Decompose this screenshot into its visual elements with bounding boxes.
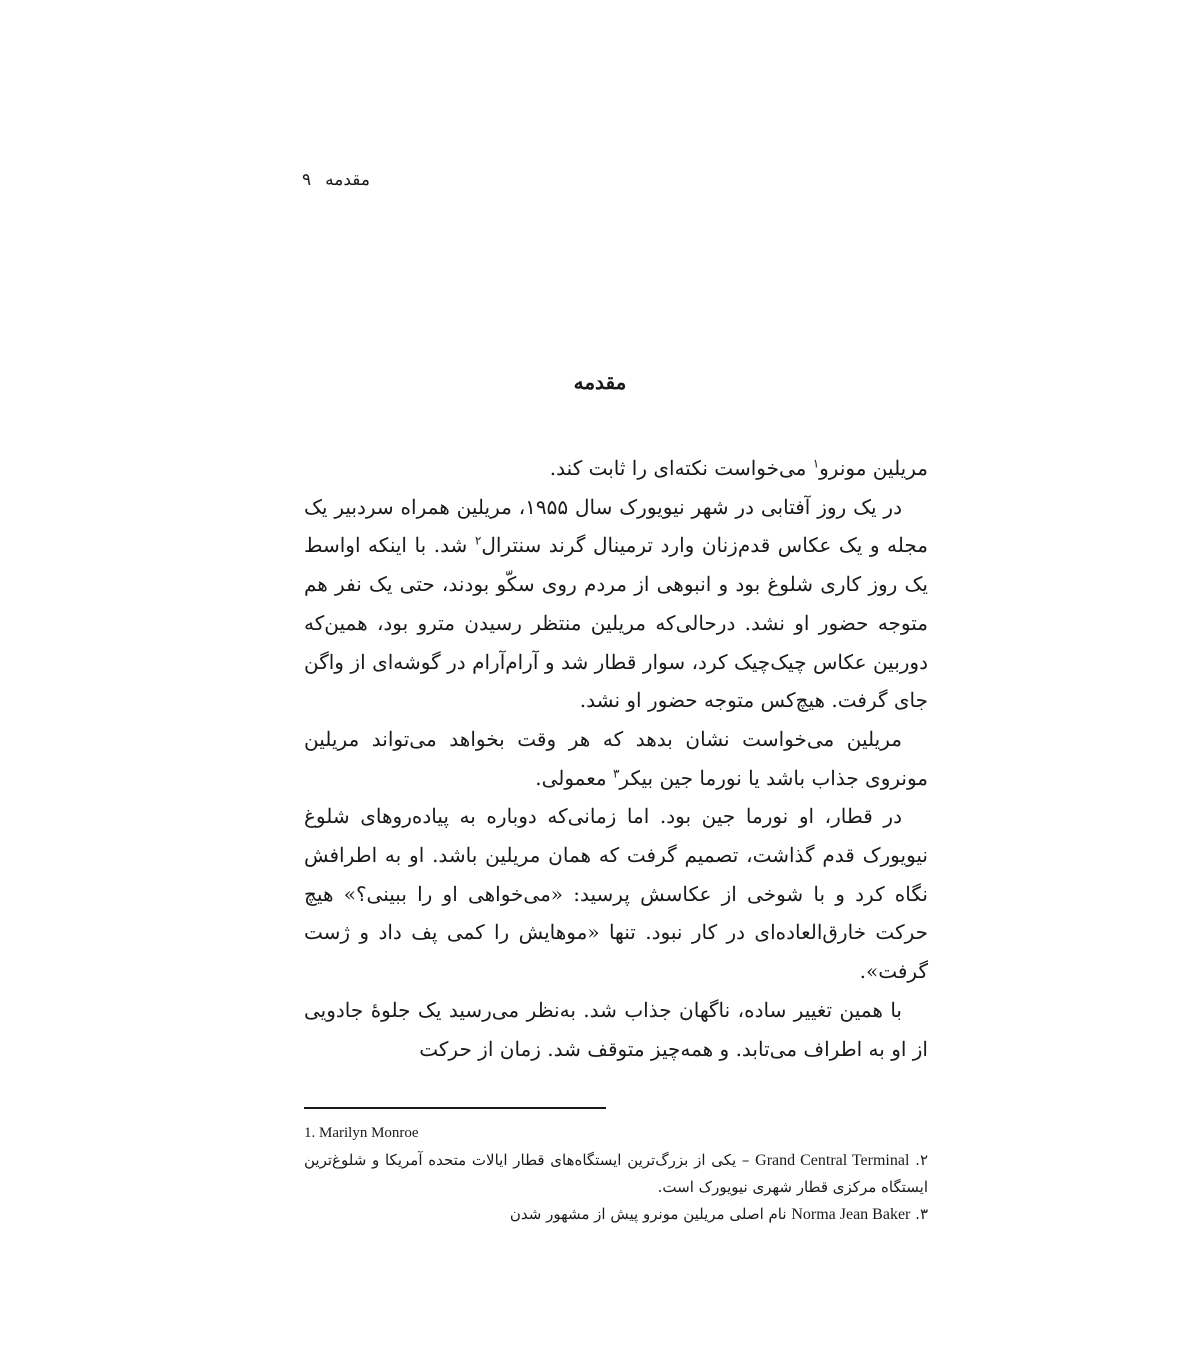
running-header-title: مقدمه — [325, 170, 370, 190]
paragraph-text: می‌خواست نکته‌ای را ثابت کند. — [549, 456, 813, 480]
paragraph-text: مریلین می‌خواست نشان بدهد که هر وقت بخواهد می‌تواند مریلین مونروی جذاب باشد یا نورما جین بیکر — [304, 726, 928, 790]
paragraph-5 — [304, 991, 928, 1068]
running-header — [170, 170, 370, 190]
paragraph-text: در قطار، او نورما جین بود. اما زمانی‌که دوباره به پیاده‌روهای شلوغ نیویورک قدم گذاشت، تصمیم گرفت که همان مریلین باشد. او به اطرافش نگاه کرد و با شوخی از عکاسش پرسید: «می‌خواهی او را ببینی؟» هیچ حرکت خارق‌العاده‌ای در کار نبود. تنها «موهایش را کمی پف داد و ژست گرفت». — [304, 804, 928, 984]
footnote-number: ۳. — [915, 1205, 928, 1223]
body-text — [304, 449, 928, 1068]
paragraph-text: مریلین مونرو — [819, 456, 928, 480]
footnotes — [304, 1120, 928, 1228]
paragraph-2 — [304, 488, 928, 720]
paragraph-3 — [304, 720, 928, 797]
footnote-1: 1. Marilyn Monroe — [304, 1125, 419, 1141]
footnote-ref-1: ۱ — [812, 456, 820, 471]
paragraph-4 — [304, 797, 928, 991]
paragraph-text: با همین تغییر ساده، ناگهان جذاب شد. به‌نظر می‌رسید یک جلوهٔ جادویی از او به اطراف می‌تابد. و همه‌چیز متوقف شد. زمان از حرکت — [304, 997, 928, 1061]
paragraph-1 — [304, 449, 928, 488]
footnote-text: نام اصلی مریلین مونرو پیش از مشهور شدن — [509, 1205, 792, 1223]
footnote-text: – یکی از بزرگ‌ترین ایستگاه‌های قطار ایالات متحده آمریکا و شلوغ‌ترین ایستگاه مرکزی قطار شهری نیویورک است. — [304, 1151, 928, 1196]
footnote-divider — [304, 1107, 606, 1109]
paragraph-text: در یک روز آفتابی در شهر نیویورک سال ۱۹۵۵، مریلین همراه سردبیر یک مجله و یک عکاس قدم‌زنان وارد ترمینال گرند سنترال — [304, 494, 928, 558]
footnote-3 — [304, 1201, 928, 1228]
footnote-2 — [304, 1147, 928, 1201]
chapter-title: مقدمه — [573, 370, 627, 394]
footnote-number: ۲. — [915, 1151, 928, 1169]
footnote-ref-2: ۲ — [474, 533, 482, 548]
page-number: ۹ — [302, 170, 312, 190]
footnote-ref-3: ۳ — [612, 765, 620, 780]
paragraph-text: شد. با اینکه اواسط یک روز کاری شلوغ بود و انبوهی از مردم روی سکّو بودند، حتی یک نفر هم متوجه حضور او نشد. درحالی‌که مریلین منتظر رسیدن مترو بود، همین‌که دوربین عکاس چیک‌چیک کرد، سوار قطار شد و آرام‌آرام در گوشه‌ای از واگن جای گرفت. هیچ‌کس متوجه حضور او نشد. — [304, 533, 928, 713]
paragraph-text: معمولی. — [535, 765, 613, 790]
footnote-latin-term: Norma Jean Baker — [791, 1206, 911, 1223]
footnote-latin-term: Grand Central Terminal — [755, 1152, 910, 1169]
